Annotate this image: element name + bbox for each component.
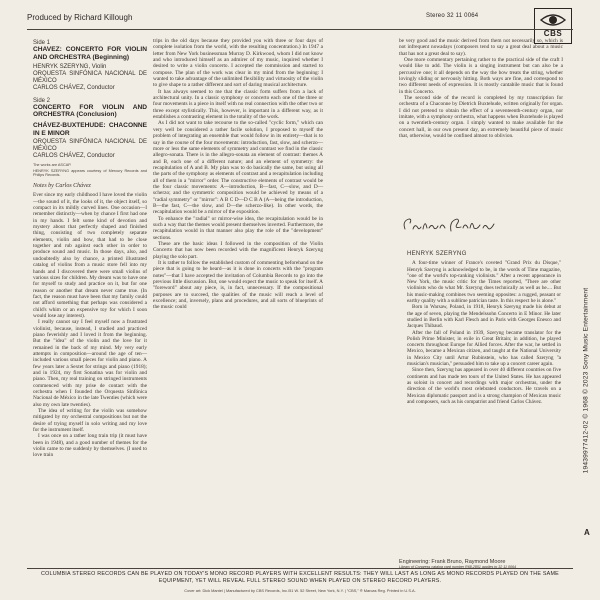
col2-paragraph: To enhance the "radial" or mirror-wise idea, the recapitulation would be in such a way that the themes would present themselves inverted. Furthermore, the recapitulation would in that manner also play the role of the "development" sections. xyxy=(153,215,323,241)
top-divider xyxy=(27,29,573,30)
bio-paragraph: Born in Warsaw, Poland, in 1918, Henryk Szeryng made his debut at the age of seven, playing the Mendelssohn Concerto in E Minor. He later studied in Berlin with Karl Flesch and in Paris with Georges Enesco and Jacques Thibaud. xyxy=(407,304,561,330)
col1-paragraph: I was once on a rather long train trip (it must have been in 1948), and a good number of themes for the violin came to me suddenly by themselves. (I used to love train xyxy=(33,433,147,459)
ascap-note: The works are ASCAP. xyxy=(33,163,72,168)
col1-paragraph: I really cannot say I feel myself now a frustrated violinist, because, instead, I studied and practiced piano feverishly and I loved it from the beginning. But the "idea" of the violin and the love for it remained in the back of my mind. My very early attempts in composition—around the age of ten—included various small pieces for violin and piano. A few years later a Sextet for strings and piano (1918); and in 1924, my first Sonatina was for violin and piano. Then, my real training on stringed instruments commenced with my prise de contact with the orchestra when I founded the Orquesta Sinfónica Nacional de México in the late Twenties (which were also my own late twenties). xyxy=(33,319,147,408)
column-notes-end xyxy=(399,38,563,140)
bottom-divider xyxy=(27,568,573,569)
col2-paragraph: As I did not want to take recourse to the so-called "cyclic form," which can very well be considered a rather facile solution, I proposed to myself the problem of integrating an ensemble that would follow in its entirety—that is to say in the course of the four movements: introduction, fast, slow, and scherzo—more or less the same elements of symmetry and contrast we find in the classic allegro-sonata. There is in the allegro-sonata an element of contrast: themes A and B, each one of a different nature; and an element of symmetry: the recapitulation of A and B. My plan was to do basically the same, but using all the parts of the symphony as elements of contrast and a recapitulation including all of them in a "mirror" order. The constructive elements of contrast would be the four classic movements: A—introduction, B—fast, C—slow, and D—scherzo; and the symmetric composition would be achieved by means of a "radial symmetry" or "mirror": A B C D—D C B A (A—being the introduction, B—the fast, C—the slow, and D—the scherzo-like). In other words, the recapitulation would be a mirror of the exposition. xyxy=(153,120,323,216)
bio-paragraph: After the fall of Poland in 1939, Szeryng became translator for the Polish Prime Minister, in exile in Great Britain; in addition, he played concerts throughout Europe for Allied forces. After the war, he settled in Mexico, became a Mexican citizen, and taught at the National University in Mexico City until Artur Rubinstein, who has called Szeryng "a musician's musician," persuaded him to take up a concert career again. xyxy=(407,329,561,368)
col3-paragraph: One more commentary pertaining rather to the practical side of the craft I would like to add. The violin is a singing instrument but can also be a percussive one; it all depends on the way the bow treats the string, whether lovingly sliding or nervously hitting. Both ways are fine, and correspond to two different needs of expression. It is mostly cantabile music that is found in this Concerto. xyxy=(399,57,563,95)
artist-biography xyxy=(407,251,561,405)
cbs-logo-text: CBS xyxy=(543,29,563,38)
column-notes-continued xyxy=(153,38,323,311)
side2-label: Side 2 xyxy=(33,97,51,104)
col2-paragraph: It is rather to follow the established custom of commenting beforehand on the piece that is going to be heard—as it is done in concerts with the "program notes"—that I have accepted the invitation of Columbia Records to go into the previous little discussion. But, one would expect the music to speak for itself. A "foreword" about any piece, is, in fact, unnecessary. If the compositional purposes are to succeed, the qualities of the music will reach a level of excellence; and, inversely, plans and procedures, and all sorts of blueprints of the music could xyxy=(153,260,323,311)
col2-paragraph: These are the basic ideas I followed in the composition of the Violin Concerto that has now been recorded with the magnificent Henryk Szeryng playing the solo part. xyxy=(153,241,323,260)
producer-credit: Produced by Richard Killough xyxy=(27,13,133,22)
side2-orchestra: ORQUESTA SINFÓNICA NACIONAL DE MÉXICO xyxy=(33,139,147,153)
side2-title2: CHÁVEZ-BUXTEHUDE: CHACONNE IN E MINOR xyxy=(33,122,147,137)
stereo-catalog-number: Stereo 32 11 0064 xyxy=(426,13,479,19)
carlos-chavez-signature xyxy=(399,213,519,239)
manufacturer-line: Cover art: Dick Mantel | Manufactured by CBS Records, Inc./51 W. 52 Street, New York, N.Y. | "CBS," ® Marcas Reg. Printed in U.S.A. xyxy=(184,588,416,593)
side1-label: Side 1 xyxy=(33,40,51,46)
col3-paragraph: be very good and the music derived from them not necessarily so, which is not infrequent nowadays (composers tend to say a great deal about a music that has not a great deal to say). xyxy=(399,38,563,57)
spine-catalog-text: 19439977412-02 © 1968 © 2023 Sony Music Entertainment xyxy=(582,287,590,473)
bio-paragraph: Since then, Szeryng has appeared in over 40 different countries on five continents and has made ten tours of the United States. He has appeared as soloist in concert and recordings with major orchestras, under the direction of the world's most celebrated conductors. He travels on a Mexican diplomatic passport and is a strong champion of Mexican music and composers, such as his compatriot and friend Carlos Chávez. xyxy=(407,367,561,405)
stereo-compatibility-notice: COLUMBIA STEREO RECORDS CAN BE PLAYED ON TODAY'S MONO RECORD PLAYERS WITH EXCELLENT RESULTS: THEY WILL LAST AS LONG AS MONO RECORDS PLAYED ON THE SAME EQUIPMENT, YET WILL REVEAL FULL STEREO SOUND WHEN PLAYED ON STEREO RECORD PLAYERS. xyxy=(41,571,559,585)
col2-paragraph: trips in the old days because they provided you with three or four days of complete isolation from the world, with the resulting concentration.) In 1947 a letter from New York businessman Murray D. Kirkwood, whom I did not know and who introduced himself as an admirer of my music, inquired whether I desired to write a violin concerto. I accepted the commission and started to compose. The plan of the work was clear in my mind from the beginning: I wanted to take advantage of the unlimited flexibility and virtuosity of the violin to give shape to a rather different and sort of daring musical architecture. xyxy=(153,38,323,89)
notes-author: Notes by Carlos Chávez xyxy=(33,183,91,190)
col2-paragraph: It has always seemed to me that the classic form suffers from a lack of architectural unity. In a classic symphony or concerto each one of the three or four movements is a piece in itself with no real connection with the other two or three except stylistically. This, however, is important in a different way, as it establishes a contrasting element in the totality of the work. xyxy=(153,88,323,121)
side1-soloist: HENRYK SZERYNG, Violin xyxy=(33,63,107,70)
side-letter: A xyxy=(584,528,590,537)
engineering-credit: Engineering: Frank Bruno, Raymond Moore xyxy=(399,559,506,565)
side2-title1: CONCERTO FOR VIOLIN AND ORCHESTRA (Conclusion) xyxy=(33,103,147,119)
library-of-congress-note: Library of Congress catalog card number R68-2851 applies to 32 11 0064 xyxy=(399,565,517,570)
spine-catalog xyxy=(579,200,593,560)
side1-title: CHAVEZ: CONCERTO FOR VIOLIN AND ORCHESTRA (Beginning) xyxy=(33,46,147,61)
cbs-eye-icon xyxy=(540,12,566,28)
col3-paragraph: The second side of the record is completed by my transcription for orchestra of a Chaconne by Dietrich Buxtehude, written originally for organ. I did not pretend to obtain the effect of a seventeenth-century organ, nor imitate, with a symphony orchestra, what happens when Buxtehude is played on a twentieth-century organ. I simply wanted to make available for the concert hall, in our own present day, an extremely beautiful piece of music that, otherwise, would be confined almost to oblivion. xyxy=(399,95,563,140)
bio-title: HENRYK SZERYNG xyxy=(407,251,467,257)
photo-courtesy: HENRYK SZERYNG appears courtesy of Mercury Records and Philips Records. xyxy=(33,168,147,178)
col1-paragraph: Ever since my early childhood I have loved the violin—the sound of it, the looks of it, the object itself, so compact in its mildly curved lines. One occasion—I remember distinctly—when by chance I first had one in my hands. I felt some kind of devotion and mystery about that perfectly shaped and finished thing, consisting of two completely separate elements, violin and bow, that had to be close together and rub against each other in order to produce sound and music. In those days, also, and undoubtedly also by chance, a printed illustrated catalog of violins from a music store fell into my hands and I discovered there were small violins of various sizes for children. My dream was to have one for myself to study and practice on it, but for one reason or another that dream never came true. (In fact, the reason must have been that my family could not afford something that perhaps was considered a child's whim or an expensive toy for which I soon would lose any interest). xyxy=(33,192,147,319)
side1-orchestra: ORQUESTA SINFÓNICA NACIONAL DE MÉXICO xyxy=(33,70,147,84)
side1-conductor: CARLOS CHÁVEZ, Conductor xyxy=(33,84,115,91)
bio-paragraph: A four-time winner of France's coveted "Grand Prix du Disque," Henryk Szeryng is acknowledged to be, in the words of Time magazine, "one of the world's top-ranking violinists." After a recent appearance in New York, the music critic for the Times reported, "There are other violinists who do what Mr. Szeryng does technically as well as he.... But his music-making combines two seeming opposites: a rugged, peasant or earthy quality with a sublime patrician taste. In this respect he is alone." xyxy=(407,260,561,305)
col1-paragraph: The idea of writing for the violin was somehow mitigated by my orchestral compositions but not the desire of trying myself in solo writing and my love for the instrument itself. xyxy=(33,408,147,434)
column-program-notes xyxy=(33,38,147,459)
side2-conductor: CARLOS CHÁVEZ, Conductor xyxy=(33,153,115,160)
